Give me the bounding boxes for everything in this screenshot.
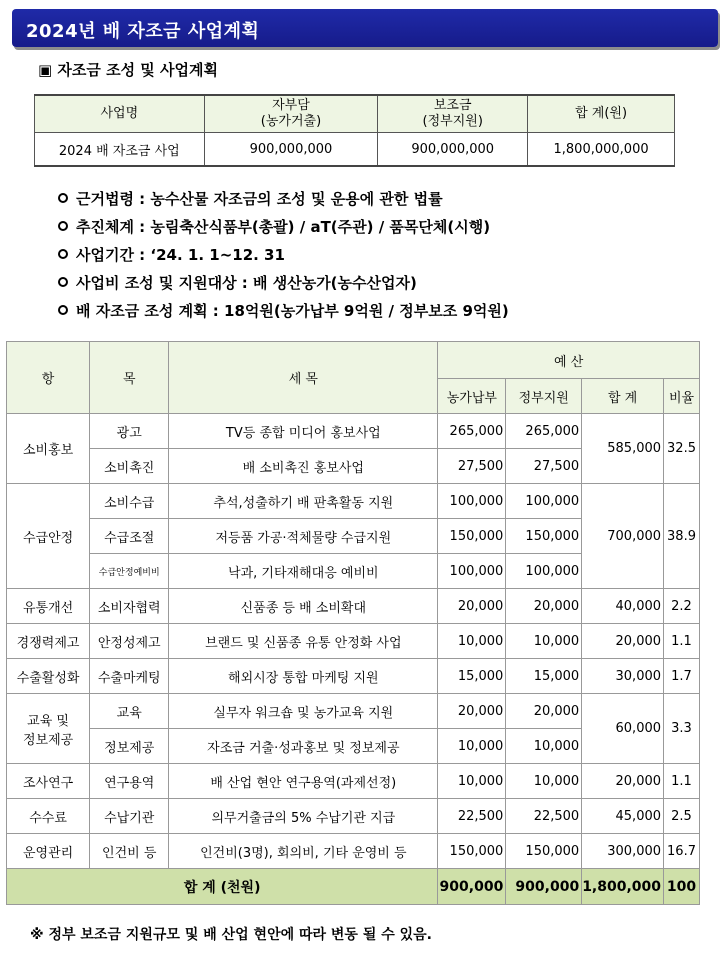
circle-bullet-icon [58,305,68,315]
budget-row [7,624,700,659]
budget-row [7,764,700,799]
total-cell: 700,000 [582,484,664,589]
total-cell: 20,000 [582,764,664,799]
hang-cell: 경쟁력제고 [7,624,90,659]
bullet-item: 사업기간 : ‘24. 1. 1~12. 31 [58,240,509,268]
header-yesan: 예 산 [438,342,700,379]
mok-cell: 교육 [90,694,169,729]
gov-cell: 10,000 [506,764,582,799]
bullet-item: 추진체계 : 농림축산식품부(총괄) / aT(주관) / 품목단체(시행) [58,212,509,240]
total-cell: 20,000 [582,624,664,659]
budget-row [7,589,700,624]
summary-header: 합 계(원) [528,95,675,133]
gov-cell: 100,000 [506,554,582,589]
budget-row [7,799,700,834]
hang-cell: 수출활성화 [7,659,90,694]
gov-cell: 27,500 [506,449,582,484]
total-ratio: 100 [664,869,700,905]
farm-cell: 150,000 [438,519,506,554]
gov-cell: 10,000 [506,624,582,659]
gov-cell: 20,000 [506,589,582,624]
semok-cell: 낙과, 기타재해대응 예비비 [169,554,438,589]
circle-bullet-icon [58,193,68,203]
farm-cell: 15,000 [438,659,506,694]
header-hang: 항 [7,342,90,414]
gov-cell: 22,500 [506,799,582,834]
header-gov: 정부지원 [506,379,582,414]
total-label: 합 계 (천원) [7,869,438,905]
gov-cell: 20,000 [506,694,582,729]
page-title: 2024년 배 자조금 사업계획 [26,21,260,42]
gov-cell: 15,000 [506,659,582,694]
ratio-cell: 38.9 [664,484,700,589]
mok-cell: 소비자협력 [90,589,169,624]
farm-cell: 20,000 [438,694,506,729]
mok-cell: 소비촉진 [90,449,169,484]
header-semok: 세 목 [169,342,438,414]
total-farm: 900,000 [438,869,506,905]
ratio-cell: 1.7 [664,659,700,694]
total-cell: 60,000 [582,694,664,764]
gov-cell: 150,000 [506,834,582,869]
semok-cell: 신품종 등 배 소비확대 [169,589,438,624]
header-mok: 목 [90,342,169,414]
farm-cell: 265,000 [438,414,506,449]
hang-cell: 조사연구 [7,764,90,799]
semok-cell: TV등 종합 미디어 홍보사업 [169,414,438,449]
summary-header: 자부담 (농가거출) [204,95,378,133]
mok-cell: 연구용역 [90,764,169,799]
mok-cell: 수납기관 [90,799,169,834]
budget-row [7,659,700,694]
gov-cell: 10,000 [506,729,582,764]
farm-cell: 150,000 [438,834,506,869]
budget-row [7,484,700,519]
farm-cell: 100,000 [438,554,506,589]
semok-cell: 저등품 가공·적체물량 수급지원 [169,519,438,554]
header-ratio: 비율 [664,379,700,414]
total-sum: 1,800,000 [582,869,664,905]
farm-cell: 27,500 [438,449,506,484]
budget-row [7,834,700,869]
hang-cell: 교육 및 정보제공 [7,694,90,764]
summary-table [34,94,675,167]
mok-cell: 인건비 등 [90,834,169,869]
budget-row [7,414,700,449]
title-bar [12,9,718,47]
total-cell: 30,000 [582,659,664,694]
farm-cell: 10,000 [438,764,506,799]
summary-row [35,133,675,167]
gov-cell: 265,000 [506,414,582,449]
circle-bullet-icon [58,249,68,259]
farm-cell: 20,000 [438,589,506,624]
bullet-item: 근거법령 : 농수산물 자조금의 조성 및 운용에 관한 법률 [58,184,509,212]
semok-cell: 자조금 거출·성과홍보 및 정보제공 [169,729,438,764]
semok-cell: 실무자 워크숍 및 농가교육 지원 [169,694,438,729]
total-cell: 300,000 [582,834,664,869]
hang-cell: 운영관리 [7,834,90,869]
section-title: ▣ 자조금 조성 및 사업계획 [38,61,218,79]
semok-cell: 해외시장 통합 마케팅 지원 [169,659,438,694]
semok-cell: 배 소비촉진 홍보사업 [169,449,438,484]
semok-cell: 의무거출금의 5% 수납기관 지급 [169,799,438,834]
farm-cell: 10,000 [438,624,506,659]
mok-cell: 수급안정예비비 [90,554,169,589]
bullet-item: 배 자조금 조성 계획 : 18억원(농가납부 9억원 / 정부보조 9억원) [58,296,509,324]
semok-cell: 추석,성출하기 배 판촉활동 지원 [169,484,438,519]
mok-cell: 정보제공 [90,729,169,764]
mok-cell: 광고 [90,414,169,449]
summary-header-row [35,95,675,133]
budget-row [7,694,700,729]
farm-cell: 22,500 [438,799,506,834]
semok-cell: 브랜드 및 신품종 유통 안정화 사업 [169,624,438,659]
summary-cell: 2024 배 자조금 사업 [35,133,205,167]
mok-cell: 소비수급 [90,484,169,519]
gov-cell: 100,000 [506,484,582,519]
ratio-cell: 2.5 [664,799,700,834]
summary-header: 보조금 (정부지원) [378,95,528,133]
farm-cell: 10,000 [438,729,506,764]
mok-cell: 수출마케팅 [90,659,169,694]
header-farm: 농가납부 [438,379,506,414]
ratio-cell: 1.1 [664,764,700,799]
footnote: ※ 정부 보조금 지원규모 및 배 산업 현안에 따라 변동 될 수 있음. [30,927,432,943]
semok-cell: 인건비(3명), 회의비, 기타 운영비 등 [169,834,438,869]
semok-cell: 배 산업 현안 연구용역(과제선정) [169,764,438,799]
hang-cell: 수급안정 [7,484,90,589]
total-gov: 900,000 [506,869,582,905]
total-cell: 40,000 [582,589,664,624]
hang-cell: 유통개선 [7,589,90,624]
mok-cell: 수급조절 [90,519,169,554]
circle-bullet-icon [58,277,68,287]
ratio-cell: 1.1 [664,624,700,659]
total-cell: 585,000 [582,414,664,484]
ratio-cell: 3.3 [664,694,700,764]
summary-cell: 1,800,000,000 [528,133,675,167]
summary-cell: 900,000,000 [378,133,528,167]
budget-table [6,341,700,905]
summary-cell: 900,000,000 [204,133,378,167]
ratio-cell: 32.5 [664,414,700,484]
hang-cell: 소비홍보 [7,414,90,484]
header-total: 합 계 [582,379,664,414]
bullet-item: 사업비 조성 및 지원대상 : 배 생산농가(농수산업자) [58,268,509,296]
farm-cell: 100,000 [438,484,506,519]
total-cell: 45,000 [582,799,664,834]
hang-cell: 수수료 [7,799,90,834]
mok-cell: 안정성제고 [90,624,169,659]
bullet-list [58,184,509,324]
circle-bullet-icon [58,221,68,231]
ratio-cell: 2.2 [664,589,700,624]
total-row [7,869,700,905]
summary-header: 사업명 [35,95,205,133]
ratio-cell: 16.7 [664,834,700,869]
gov-cell: 150,000 [506,519,582,554]
